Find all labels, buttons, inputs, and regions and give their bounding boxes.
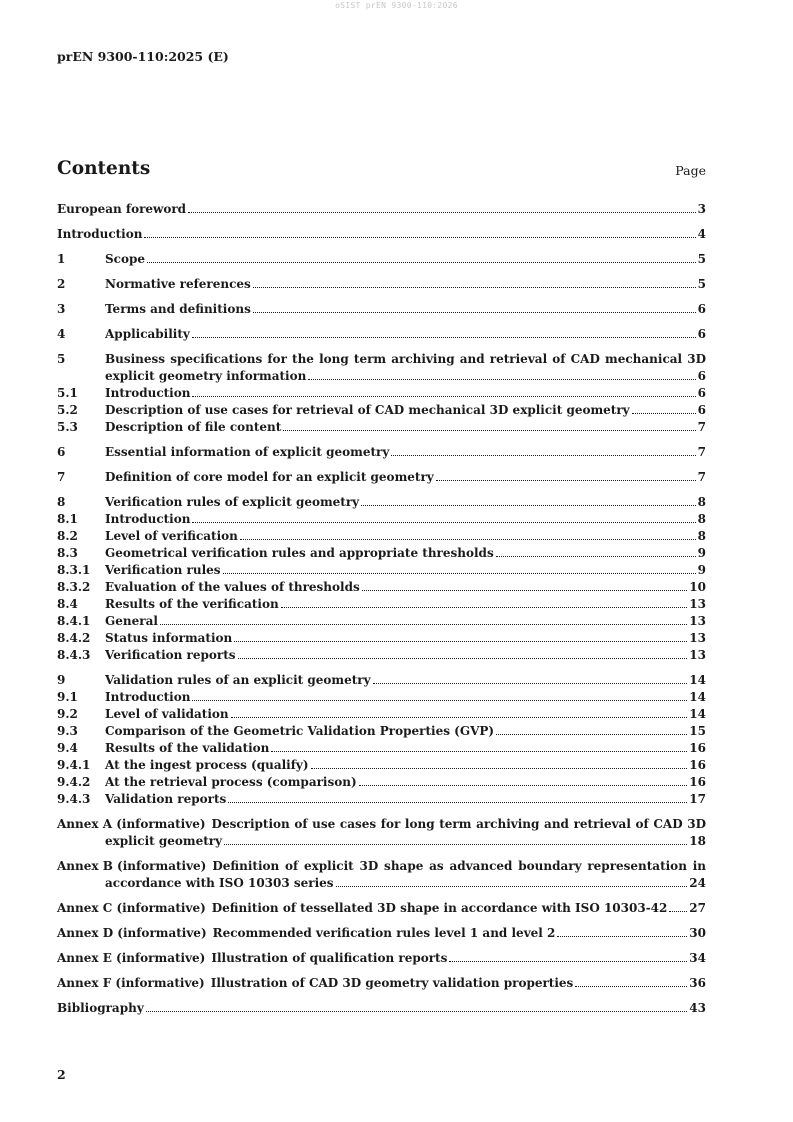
toc-entry[interactable] [57,613,706,630]
toc-page-number[interactable]: 14 [689,690,706,704]
toc-entry-number: 9.4 [57,741,78,755]
toc-page-number[interactable]: 6 [697,302,706,316]
toc-entry-number: 8.2 [57,529,78,543]
toc-page-number[interactable]: 6 [697,369,706,383]
toc-entry[interactable] [57,226,706,243]
toc-entry-line [105,419,706,436]
dot-leader [192,699,687,701]
toc-entry-line [57,226,706,243]
dot-leader [283,429,695,431]
toc-bibliography-entry[interactable] [57,1000,706,1017]
toc-entry-number: 4 [57,327,66,341]
toc-entry-line [57,950,706,967]
toc-page-number[interactable]: 34 [689,951,706,965]
page-column-label: Page [675,163,706,178]
toc-entry-line [105,368,706,385]
toc-entry-body [57,816,706,850]
dot-leader [557,935,687,937]
toc-page-number[interactable]: 10 [689,580,706,594]
toc-entry[interactable] [57,251,706,268]
contents-title: Contents [57,158,151,179]
toc-entry-title[interactable]: Essential information of explicit geometry [105,445,390,459]
toc-entry-body [105,326,706,343]
toc-entry-title[interactable]: Description of use cases for retrieval of CAD mechanical 3D explicit geometry [105,403,630,417]
toc-entry-number: 2 [57,277,66,291]
toc-entry-body [105,444,706,461]
toc-page-number[interactable]: 8 [697,529,706,543]
watermark: oSIST prEN 9300-110:2026 [335,1,458,10]
dot-leader [146,1010,688,1012]
toc-entry-number: 8.4.2 [57,631,91,645]
toc-entry[interactable] [57,774,706,791]
toc-entry-line [105,545,706,562]
toc-entry-title[interactable]: Geometrical verification rules and appropriate thresholds [105,546,494,560]
toc-entry-title[interactable]: Bibliography [57,1001,144,1015]
toc-entry-line [57,1000,706,1017]
toc-entry-body [105,351,706,385]
toc-entry-body [105,301,706,318]
toc-page-number[interactable]: 5 [697,277,706,291]
toc-entry[interactable] [57,672,706,689]
toc-entry-body [105,385,706,402]
toc-entry-body [105,757,706,774]
dot-leader [271,750,687,752]
toc-entry-number: 5.3 [57,420,78,434]
dot-leader [311,767,688,769]
table-of-contents [57,201,706,1017]
annex-label: Annex E (informative) [57,951,206,965]
toc-entry-body [57,950,706,967]
toc-entry-line [105,723,706,740]
toc-entry-body [105,402,706,419]
toc-annex-entry[interactable] [57,975,706,992]
toc-entry-title[interactable]: Definition of tessellated 3D shape in accordance with ISO 10303-42 [211,901,668,915]
toc-page-number[interactable]: 8 [697,512,706,526]
annex-label: Annex D (informative) [57,926,207,940]
toc-entry-line [105,444,706,461]
toc-entry-title[interactable]: Results of the validation [105,741,270,755]
toc-page-number[interactable]: 18 [689,834,706,848]
toc-entry-body [105,596,706,613]
dot-leader [147,261,696,263]
toc-entry-title[interactable]: Illustration of qualification reports [211,951,448,965]
toc-entry-line [105,613,706,630]
toc-entry-title-line1[interactable]: Definition of explicit 3D shape as advanced boundary representation in [212,859,706,873]
toc-entry-line [105,647,706,664]
toc-page-number[interactable]: 14 [689,707,706,721]
toc-entry-line [105,385,706,402]
dot-leader [669,910,687,912]
toc-page-number[interactable]: 16 [689,758,706,772]
toc-entry-title[interactable]: accordance with ISO 10303 series [105,876,334,890]
toc-entry-title-line1[interactable]: Description of use cases for long term archiving and retrieval of CAD 3D [211,817,706,831]
dot-leader [192,395,695,397]
toc-entry-line [57,900,706,917]
dot-leader [281,606,688,608]
dot-leader [496,733,687,735]
toc-entry-number: 5.1 [57,386,78,400]
toc-entry-title[interactable]: Applicability [105,327,190,341]
toc-entry-title[interactable]: Comparison of the Geometric Validation Properties (GVP) [105,724,495,738]
toc-entry-line [105,528,706,545]
toc-entry-title[interactable]: Description of file content [105,420,282,434]
toc-entry[interactable] [57,689,706,706]
toc-entry-body [105,613,706,630]
dot-leader [188,211,696,213]
toc-entry-body [57,975,706,992]
toc-entry-number: 8.3.2 [57,580,91,594]
toc-entry-body [105,579,706,596]
toc-entry-title[interactable]: Scope [105,252,146,266]
toc-entry-number: 9.4.2 [57,775,91,789]
toc-page-number[interactable]: 13 [689,631,706,645]
dot-leader [496,555,696,557]
dot-leader [224,843,687,845]
toc-entry-line [57,875,706,892]
dot-leader [160,623,687,625]
dot-leader [449,960,687,962]
annex-label: Annex A (informative) [57,817,206,831]
toc-entry-line [105,791,706,808]
toc-entry-line [105,251,706,268]
toc-entry-body [57,900,706,917]
toc-entry[interactable] [57,494,706,511]
toc-page-number[interactable]: 30 [689,926,706,940]
toc-entry-body [105,689,706,706]
toc-entry-body [57,201,706,218]
toc-page-number[interactable]: 14 [689,673,706,687]
toc-entry-body [105,494,706,511]
toc-page-number[interactable]: 3 [697,202,706,216]
toc-entry-body [105,545,706,562]
dot-leader [253,311,696,313]
toc-page-number[interactable]: 17 [689,792,706,806]
toc-entry[interactable] [57,630,706,647]
dot-leader [231,716,688,718]
toc-entry-line [105,469,706,486]
dot-leader [632,412,696,414]
toc-entry-body [105,419,706,436]
toc-entry[interactable] [57,723,706,740]
toc-entry-body [105,630,706,647]
toc-page-number[interactable]: 7 [697,445,706,459]
toc-annex-entry[interactable] [57,925,706,942]
toc-page-number[interactable]: 16 [689,741,706,755]
toc-entry[interactable] [57,528,706,545]
toc-entry-line [57,201,706,218]
toc-entry-title[interactable]: Level of verification [105,529,238,543]
toc-entry-number: 1 [57,252,66,266]
toc-entry[interactable] [57,757,706,774]
toc-page-number[interactable]: 8 [697,495,706,509]
toc-entry[interactable] [57,351,706,385]
toc-entry-body [105,276,706,293]
toc-page-number[interactable]: 9 [697,546,706,560]
toc-entry-title[interactable]: Evaluation of the values of thresholds [105,580,360,594]
toc-entry[interactable] [57,301,706,318]
toc-entry[interactable] [57,647,706,664]
toc-entry-number: 8.4.3 [57,648,91,662]
toc-entry-number: 9.2 [57,707,78,721]
toc-entry-title[interactable]: Verification reports [105,648,236,662]
toc-entry-title[interactable]: Level of validation [105,707,229,721]
dot-leader [240,538,696,540]
toc-entry-number: 5.2 [57,403,78,417]
toc-entry-number: 9.4.1 [57,758,91,772]
toc-annex-entry[interactable] [57,816,706,850]
toc-entry[interactable] [57,740,706,757]
dot-leader [223,572,696,574]
toc-entry[interactable] [57,385,706,402]
toc-entry-number: 9.1 [57,690,78,704]
toc-entry-body [105,528,706,545]
toc-entry-number: 8.4 [57,597,78,611]
toc-page-number[interactable]: 7 [697,420,706,434]
toc-entry-line [105,630,706,647]
toc-page-number[interactable]: 6 [697,403,706,417]
toc-entry[interactable] [57,706,706,723]
toc-entry[interactable] [57,791,706,808]
toc-entry-number: 8.1 [57,512,78,526]
toc-page-number[interactable]: 4 [697,227,706,241]
toc-entry-body [57,226,706,243]
toc-entry-title[interactable]: Definition of core model for an explicit geometry [105,470,434,484]
toc-entry-number: 9 [57,673,66,687]
toc-entry-title[interactable]: explicit geometry information [105,369,307,383]
toc-entry-number: 8.4.1 [57,614,91,628]
toc-entry-number: 8 [57,495,66,509]
toc-entry-body [105,706,706,723]
toc-entry-title[interactable]: Validation rules of an explicit geometry [105,673,371,687]
toc-entry[interactable] [57,326,706,343]
toc-page-number[interactable]: 36 [689,976,706,990]
toc-page-number[interactable]: 24 [689,876,706,890]
toc-entry-line [57,975,706,992]
toc-entry[interactable] [57,579,706,596]
dot-leader [336,885,688,887]
toc-entry-body [105,774,706,791]
toc-annex-entry[interactable] [57,858,706,892]
dot-leader [192,336,696,338]
toc-entry-title[interactable]: European foreword [57,202,187,216]
toc-annex-entry[interactable] [57,950,706,967]
toc-entry-title[interactable]: At the retrieval process (comparison) [105,775,357,789]
dot-leader [362,589,688,591]
toc-entry-body [57,858,706,892]
toc-entry-title[interactable]: Illustration of CAD 3D geometry validation properties [210,976,574,990]
toc-entry-number: 5 [57,352,66,366]
toc-page-number[interactable]: 13 [689,614,706,628]
toc-entry-line [105,689,706,706]
toc-entry-title[interactable]: Introduction [105,386,191,400]
toc-entry[interactable] [57,276,706,293]
toc-entry-body [105,647,706,664]
toc-annex-entry[interactable] [57,900,706,917]
toc-entry-line [105,774,706,791]
toc-entry-line [105,494,706,511]
toc-entry-title[interactable]: General [105,614,158,628]
toc-entry[interactable] [57,469,706,486]
toc-entry-number: 3 [57,302,66,316]
toc-entry-line [105,511,706,528]
page-number: 2 [57,1067,66,1082]
toc-entry-number: 8.3 [57,546,78,560]
dot-leader [253,286,696,288]
toc-entry-number: 6 [57,445,66,459]
toc-entry-body [105,723,706,740]
toc-entry-number: 9.4.3 [57,792,91,806]
toc-entry-title[interactable]: explicit geometry [105,834,223,848]
toc-entry-body [105,740,706,757]
toc-entry[interactable] [57,596,706,613]
toc-entry-title[interactable]: Normative references [105,277,251,291]
toc-entry-line [105,706,706,723]
toc-entry-title[interactable]: Verification rules [105,563,221,577]
toc-entry[interactable] [57,562,706,579]
toc-entry-line [105,402,706,419]
dot-leader [575,985,687,987]
toc-entry-line [105,757,706,774]
toc-entry-title[interactable]: Introduction [105,690,191,704]
toc-page-number[interactable]: 27 [689,901,706,915]
toc-page-number[interactable]: 7 [697,470,706,484]
toc-page-number[interactable]: 6 [697,327,706,341]
toc-entry-body [105,469,706,486]
toc-page-number[interactable]: 6 [697,386,706,400]
toc-entry-title[interactable]: Recommended verification rules level 1 and level 2 [212,926,556,940]
toc-entry-title[interactable]: Results of the verification [105,597,279,611]
toc-entry[interactable] [57,444,706,461]
toc-entry-number: 8.3.1 [57,563,91,577]
annex-label: Annex B (informative) [57,859,207,873]
toc-entry[interactable] [57,511,706,528]
toc-entry-body [105,562,706,579]
toc-page-number[interactable]: 15 [689,724,706,738]
toc-page-number[interactable]: 9 [697,563,706,577]
toc-entry-body [57,925,706,942]
toc-entry-title[interactable]: At the ingest process (qualify) [105,758,309,772]
toc-entry-title-line1[interactable]: Business specifications for the long term archiving and retrieval of CAD mechanical 3D [105,352,706,366]
toc-entry-body [57,1000,706,1017]
toc-entry[interactable] [57,402,706,419]
dot-leader [228,801,687,803]
toc-entry-title[interactable]: Validation reports [105,792,227,806]
toc-page-number[interactable]: 13 [689,648,706,662]
toc-page-number[interactable]: 5 [697,252,706,266]
toc-entry-line [105,276,706,293]
toc-entry-body [105,511,706,528]
toc-entry[interactable] [57,545,706,562]
dot-leader [192,521,695,523]
toc-entry-body [105,672,706,689]
toc-entry-body [105,251,706,268]
toc-entry-line [57,833,706,850]
dot-leader [361,504,696,506]
dot-leader [373,682,688,684]
toc-entry-number: 7 [57,470,66,484]
toc-entry-body [105,791,706,808]
toc-entry-line [57,925,706,942]
toc-entry-line [105,579,706,596]
toc-page-number[interactable]: 43 [689,1001,706,1015]
dot-leader [308,378,695,380]
toc-entry-title[interactable]: Terms and definitions [105,302,251,316]
toc-entry-line [105,301,706,318]
dot-leader [436,479,696,481]
toc-entry-line [105,672,706,689]
toc-entry-number: 9.3 [57,724,78,738]
toc-entry-line [105,562,706,579]
toc-entry[interactable] [57,419,706,436]
dot-leader [359,784,688,786]
toc-entry[interactable] [57,201,706,218]
toc-page-number[interactable]: 16 [689,775,706,789]
toc-entry-title[interactable]: Status information [105,631,233,645]
toc-entry-line [105,326,706,343]
dot-leader [238,657,688,659]
annex-label: Annex C (informative) [57,901,206,915]
toc-entry-line [105,596,706,613]
toc-entry-line [105,740,706,757]
toc-entry-title[interactable]: Introduction [105,512,191,526]
toc-page-number[interactable]: 13 [689,597,706,611]
dot-leader [391,454,695,456]
toc-entry-title[interactable]: Verification rules of explicit geometry [105,495,360,509]
document-id: prEN 9300-110:2025 (E) [57,49,229,64]
dot-leader [234,640,687,642]
annex-label: Annex F (informative) [57,976,205,990]
dot-leader [144,236,695,238]
toc-entry-title[interactable]: Introduction [57,227,143,241]
